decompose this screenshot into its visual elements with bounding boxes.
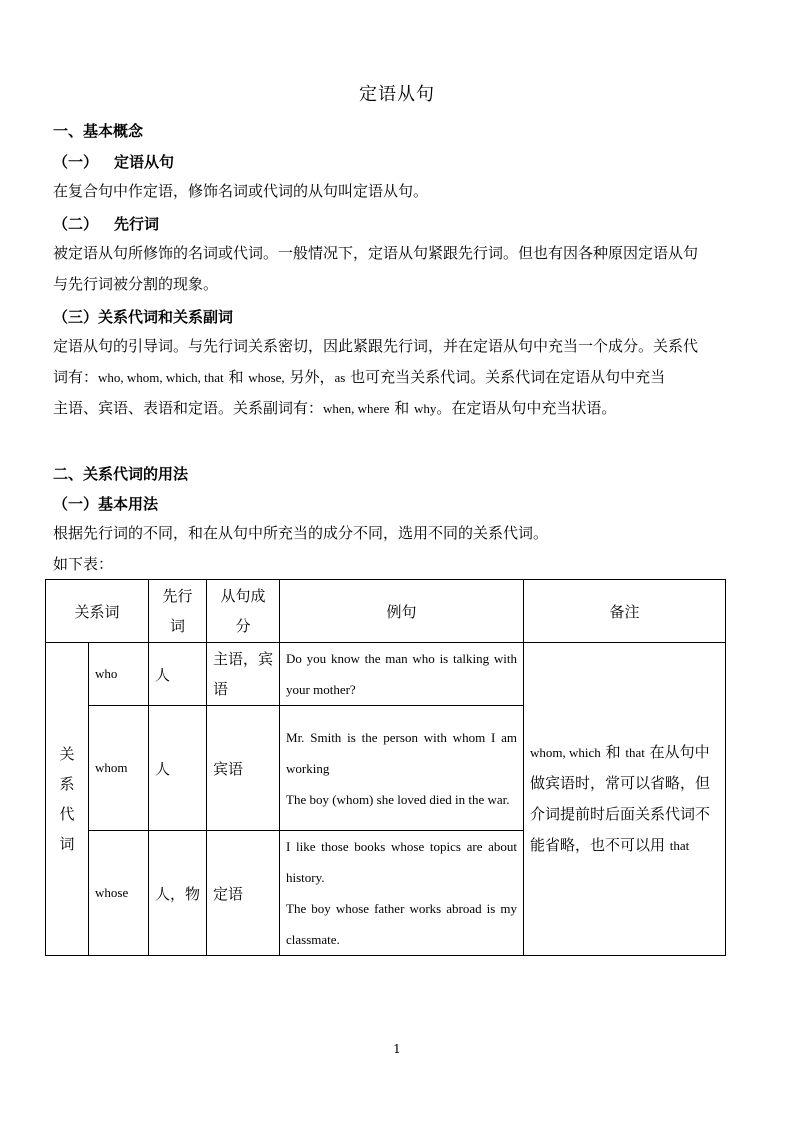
subheading-label: 定语从句 [114, 153, 175, 171]
text-run: 主语、宾语、表语和定语。关系副词有： [53, 399, 324, 417]
header-relative-word: 关系词 [46, 580, 149, 643]
paragraph-line [53, 362, 743, 393]
page-number: 1 [393, 1042, 401, 1056]
text-run: 词有： [53, 368, 99, 386]
english-term: who, whom, which, that [98, 370, 224, 385]
subheading-label: 先行词 [114, 215, 160, 233]
example-sentence: Mr. Smith is the person with whom I am working [286, 729, 518, 776]
subheading-relative-words: （三）关系代词和关系副词 [53, 308, 234, 326]
header-example: 例句 [280, 580, 524, 643]
english-term: that [625, 745, 645, 760]
example-sentence: Do you know the man who is talking with your mother? [286, 651, 518, 697]
english-term: when, where [323, 401, 390, 416]
table-row [46, 643, 726, 706]
subheading-antecedent [53, 213, 159, 234]
group-label-char: 代 [59, 805, 75, 823]
text-run: 和 [389, 399, 414, 417]
group-label-char: 关 [59, 745, 75, 763]
cell-role: 定语 [207, 831, 280, 956]
cell-antecedent: 人 [149, 706, 207, 831]
text-run: 在从句中做宾语时，常可以省略，但介词提前时后面关系代词不能省略，也不可以用 [530, 743, 711, 854]
paragraph-basic-usage [53, 518, 743, 580]
paragraph-relative-words [53, 331, 743, 424]
subheading-number: （一） [53, 153, 99, 171]
text-run: 。在定语从句中充当状语。 [436, 399, 617, 417]
cell-word: whose [89, 831, 149, 956]
example-sentence: The boy whose father works abroad is my classmate. [286, 901, 518, 947]
group-label-char: 词 [59, 835, 75, 853]
group-label-char: 系 [59, 775, 75, 793]
paragraph-line: 被定语从句所修饰的名词或代词。一般情况下，定语从句紧跟先行词。但也有因各种原因定语从句 [53, 244, 699, 262]
example-sentence: The boy (whom) she loved died in the war. [286, 791, 510, 807]
text-run: 和 [223, 368, 249, 386]
group-label-relative-pronoun [46, 643, 89, 956]
header-antecedent [149, 580, 207, 643]
paragraph-line: 定语从句的引导词。与先行词关系密切，因此紧跟先行词，并在定语从句中充当一个成分。关系代 [53, 337, 699, 355]
header-text: 分 [235, 617, 251, 635]
cell-antecedent: 人，物 [149, 831, 207, 956]
cell-example [280, 831, 524, 956]
text-run: 和 [600, 743, 626, 761]
paragraph-line: 根据先行词的不同，和在从句中所充当的成分不同，选用不同的关系代词。 [53, 524, 549, 542]
cell-text: 语 [213, 680, 229, 698]
english-term: why [413, 401, 437, 416]
cell-example [280, 643, 524, 706]
cell-role [207, 643, 280, 706]
header-text: 词 [170, 617, 186, 635]
example-sentence: I like those books whose topics are about history. [286, 839, 518, 885]
section-heading-relative-pronouns: 二、关系代词的用法 [53, 465, 189, 483]
paragraph-line [53, 393, 743, 424]
english-term: as [334, 370, 346, 385]
cell-antecedent: 人 [149, 643, 207, 706]
relative-pronoun-table [45, 579, 726, 956]
english-term: that [669, 838, 690, 853]
paragraph-attributive-clause: 在复合句中作定语，修饰名词或代词的从句叫定语从句。 [53, 182, 429, 200]
cell-word: whom [89, 706, 149, 831]
header-text: 从句成 [220, 587, 266, 605]
page-title: 定语从句 [359, 84, 435, 105]
paragraph-line: 与先行词被分割的现象。 [53, 275, 219, 293]
subheading-basic-usage: （一）基本用法 [53, 495, 159, 513]
table-header-row [46, 580, 726, 643]
cell-role: 宾语 [207, 706, 280, 831]
cell-text: 主语，宾 [213, 650, 274, 668]
section-heading-basic-concepts: 一、基本概念 [53, 122, 144, 140]
paragraph-line: 如下表： [53, 555, 114, 573]
header-text: 先行 [162, 587, 193, 605]
paragraph-antecedent [53, 238, 743, 300]
subheading-number: （二） [53, 215, 99, 233]
english-term: whom, which [530, 745, 601, 760]
cell-example [280, 706, 524, 831]
header-note: 备注 [524, 580, 726, 643]
subheading-attributive-clause [53, 151, 174, 172]
text-run: 也可充当关系代词。关系代词在定语从句中充当 [345, 368, 666, 386]
cell-word: who [89, 643, 149, 706]
cell-note [524, 643, 726, 956]
header-clause-role [207, 580, 280, 643]
text-run: 另外， [284, 368, 335, 386]
english-term: whose, [248, 370, 285, 385]
